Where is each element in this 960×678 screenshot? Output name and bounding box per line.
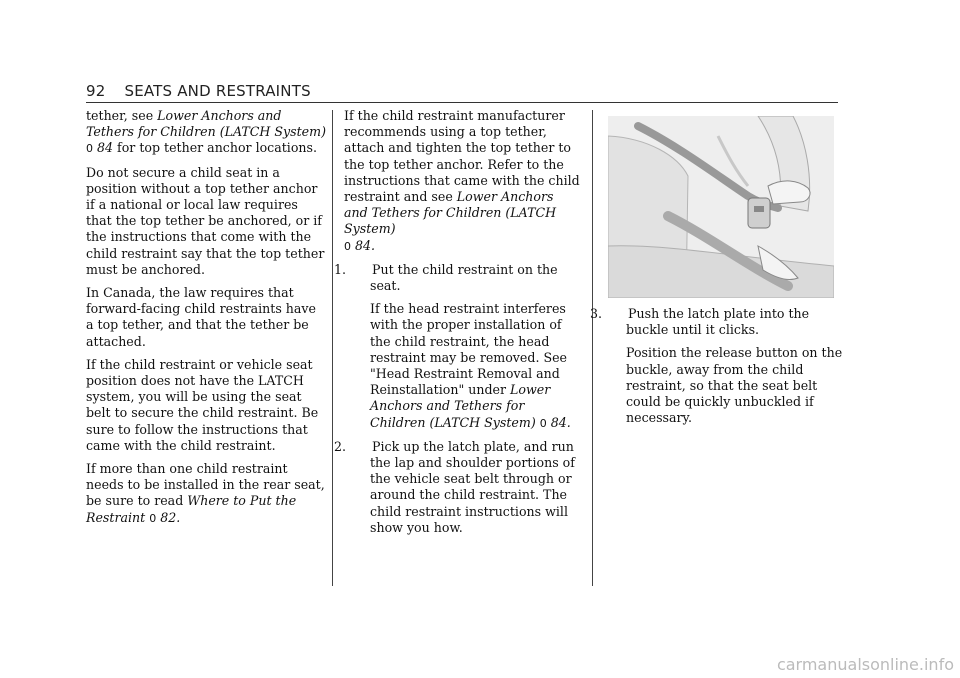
text: If the head restraint interferes with the proper installation of the child restraint, the head restraint may be removed. See "Head Restraint Removal and Reinstallation" under (370, 301, 567, 398)
page-ref-icon: 0 (149, 511, 157, 525)
buckle-drawing-icon (608, 116, 834, 298)
header-rule (86, 102, 838, 103)
step-number: 3. (590, 306, 603, 321)
page-ref-number[interactable]: 84 (97, 140, 114, 156)
page-number: 92 (86, 82, 106, 100)
column-2 (334, 108, 580, 543)
step-text: Push the latch plate into the buckle until it clicks. (626, 306, 810, 338)
step-item (590, 306, 844, 338)
text: for top tether anchor locations. (113, 140, 317, 156)
paragraph (86, 461, 326, 527)
paragraph: If the child restraint or vehicle seat position does not have the LATCH system, you will be using the seat belt to secure the child restraint. Be sure to follow the instructions that came with the child restraint. (86, 356, 319, 453)
seat-belt-buckle-illustration (608, 116, 834, 298)
cross-reference-link[interactable]: Lower Anchors and Tethers for Children (LATCH System) (86, 108, 326, 140)
step-number: 2. (334, 438, 347, 454)
text: tether, see (86, 108, 158, 123)
watermark: carmanualsonline.info (776, 655, 954, 674)
column-3 (590, 306, 844, 433)
page-header (86, 82, 311, 100)
step-text: Pick up the latch plate, and run the lap and shoulder portions of the vehicle seat belt through or around the child restraint. The child restraint instructions will show you how. (370, 438, 575, 535)
page-ref-number[interactable]: 84. (355, 237, 376, 253)
paragraph: In Canada, the law requires that forward-facing child restraints have a top tether, and that the tether be attached. (86, 285, 316, 349)
step-number: 1. (334, 261, 347, 277)
cross-reference-link[interactable]: Lower Anchors and Tethers for Children (LATCH System) (344, 189, 557, 237)
text: If more than one child restraint needs to be installed in the rear seat, be sure to read (86, 461, 325, 509)
page-ref-number[interactable]: 82. (160, 509, 181, 525)
column-divider (332, 110, 333, 586)
column-divider (592, 110, 593, 586)
page-ref-icon: 0 (539, 416, 547, 430)
paragraph (86, 108, 326, 158)
paragraph (344, 108, 580, 255)
column-1 (86, 108, 326, 534)
step-detail: Position the release button on the buckle, away from the child restraint, so that the seat belt could be quickly unbuckled if necessary. (626, 345, 843, 426)
step-item (334, 261, 580, 294)
page-ref-icon: 0 (86, 142, 93, 156)
cross-reference-link[interactable]: Where to Put the Restraint (86, 493, 297, 525)
page-ref-number[interactable]: 84. (550, 414, 571, 430)
step-item (334, 438, 580, 536)
step-detail (344, 301, 580, 432)
text: If the child restraint manufacturer recommends using a top tether, attach and tighten the top tether to the top tether anchor. Refer to the instructions that came with the child restraint and see (344, 108, 580, 205)
cross-reference-link[interactable]: Lower Anchors and Tethers for Children (LATCH System) (370, 382, 551, 430)
page-ref-icon: 0 (344, 239, 351, 253)
section-title: SEATS AND RESTRAINTS (124, 82, 311, 100)
paragraph: Do not secure a child seat in a position without a top tether anchor if a national or local law requires that the top tether be anchored, or if the instructions that come with the child restraint say that the top tether must be anchored. (86, 164, 325, 277)
step-text: Put the child restraint on the seat. (370, 261, 558, 294)
